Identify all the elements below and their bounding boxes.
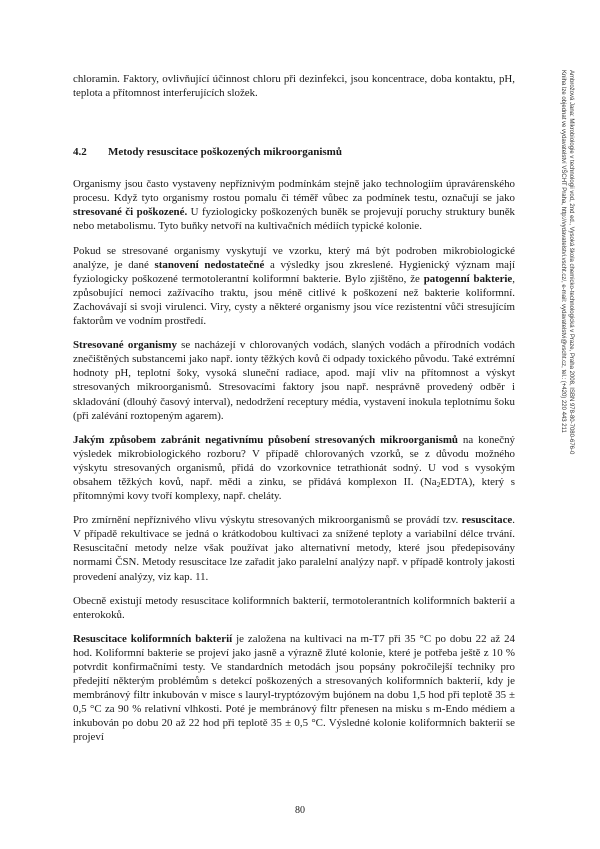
paragraph-5 xyxy=(73,513,515,583)
paragraph-4 xyxy=(73,433,515,503)
text-run: je založena na kultivaci na m-T7 při 35 °C po dobu 22 až 24 hod. Koliformní bakterie se projeví jako jasně a výrazně žluté kolonie, které je potřeba ještě z 10 % potvrdit konfirmačními testy. Ve standardních metodách jsou popsány pokročilejší techniky pro předejití některým problémům s detekcí poškozených a stresovaných koliformních bakterií, kdy je membránový filtr inkubován v misce s lauryl-tryptózovým bujónem na dobu 1,5 hod při teplotě 35 ± 0,5 °C za 90 % relativní vlhkosti. Poté je membránový filtr přenesen na misku s m-Endo médiem a inkubován po dobu 20 až 22 hod při teplotě 35 ± 0,5 °C. Výsledné kolonie koliformních bakterií se projeví xyxy=(73,632,516,744)
intro-paragraph: chloramin. Faktory, ovlivňující účinnost chloru při dezinfekci, jsou koncentrace, doba kontaktu, pH, teplota a přítomnost interferujících složek. xyxy=(73,73,515,100)
paragraph-1 xyxy=(73,177,515,233)
bold-term: Jakým způsobem zabránit negativnímu působení stresovaných mikroorganismů xyxy=(73,433,458,446)
text-run: Organismy jsou často vystaveny nepříznivým podmínkám stejně jako technologiím úpravárenského procesu. Když tyto organismy rostou pomalu či téměř vůbec za podmínek testu, označují se jako xyxy=(73,178,515,205)
text-run: a výsledky jsou zkreslené. Hygienický význam mají fyziologicky poškozené termotolerantní koliformní bakterie. Bylo zjištěno, že xyxy=(73,258,515,285)
section-number: 4.2 xyxy=(73,146,87,159)
paragraph-3 xyxy=(73,338,515,423)
paragraph-7 xyxy=(73,632,515,745)
section-title: Metody resuscitace poškozených mikroorganismů xyxy=(108,146,342,159)
text-run: na konečný výsledek mikrobiologického rozboru? V případě chlorovaných vzorků, se z důvodu možného výskytu stresovaných organismů, přidá do vzorkovnice tetrathionát sodný. U vod s vysokým obsahem těžkých kovů, např. mědi a zinku, se přidává komplexon II. (Na xyxy=(73,433,515,488)
bold-term: patogenní bakterie xyxy=(423,272,513,285)
paragraph-2 xyxy=(73,244,515,329)
side-citation-line-2: Kniha lze objednat ve vydavatelství VŠCHT Praha, http://vydavatelstvi.vscht.cz/, e-mail: vydavatelstvi@vscht.cz, tel.: (+420) 220 443 211 xyxy=(560,70,566,433)
text-run: se nacházejí v chlorovaných vodách, slaných vodách a přírodních vodách znečištěných substancemi jako např. ionty těžkých kovů či odpady toxického původu. Také extrémní hodnoty pH, teplotní šoky, vysoká sluneční radiace, apod. mají vliv na přítomnost a výskyt stresovaných mikroorganismů. Stresovacími faktory jsou např. nesprávně provedený odběr i skladování (dlouhý časový interval), nedodržení receptury média, vystavení inokula teplotnímu šoku (při zalévání roztopeným agarem). xyxy=(73,339,515,422)
side-citation-line-1: Ambrožová Jana: Mikrobiologie v technologii vod, 2nd ed., Vysoká škola chemicko-technologická v Praze, Praha 2008, ISBN 978-80-7080-676-0 xyxy=(568,70,574,455)
bold-term: stresované či poškozené. xyxy=(73,206,188,219)
text-run: U fyziologicky poškozených buněk se projevují poruchy struktury buněk nebo metabolismu. Tyto buňky netvoří na kultivačních médiích typické kolonie. xyxy=(73,206,515,233)
text-run: Pokud se stresované organismy vyskytují ve vzorku, který má být podroben mikrobiologické analýze, je dané xyxy=(73,244,515,271)
bold-term: Resuscitace koliformních bakterií xyxy=(73,632,233,645)
bold-term: resuscitace xyxy=(461,514,513,527)
bold-term: Stresované organismy xyxy=(73,339,177,352)
side-citation xyxy=(559,70,575,610)
section-heading xyxy=(73,145,515,159)
subscript: 2 xyxy=(436,479,441,489)
page-number: 80 xyxy=(295,805,305,816)
text-run: . V případě rekultivace se jedná o krátkodobou kultivaci za snížené teploty a variabilní délce trvání. Resuscitační metody nelze však používat jako alternativní metody, které jsou předepisovány normami ČSN. Metody resuscitace lze zařadit jako paralelní analýzy např. v případě kontroly jakosti provedení analýzy, viz kap. 11. xyxy=(73,514,515,583)
bold-term: stanovení nedostatečné xyxy=(154,258,265,271)
text-run: , způsobující nemoci zažívacího traktu, jsou méně citlivé k poškození než bakterie koliformní. Zachovávají si svoji virulenci. Viry, cysty a některé organismy jsou více rezistentní vůči stresujícím faktorům ve vodním prostředí. xyxy=(73,272,516,328)
page-body xyxy=(73,72,515,755)
paragraph-6: Obecně existují metody resuscitace koliformních bakterií, termotolerantních koliformních bakterií a enterokoků. xyxy=(73,594,515,621)
text-run: Pro zmírnění nepříznivého vlivu výskytu stresovaných mikroorganismů se provádí tzv. xyxy=(73,514,462,527)
text-run: EDTA), který s přítomnými kovy tvoří komplexy, např. cheláty. xyxy=(73,475,515,503)
